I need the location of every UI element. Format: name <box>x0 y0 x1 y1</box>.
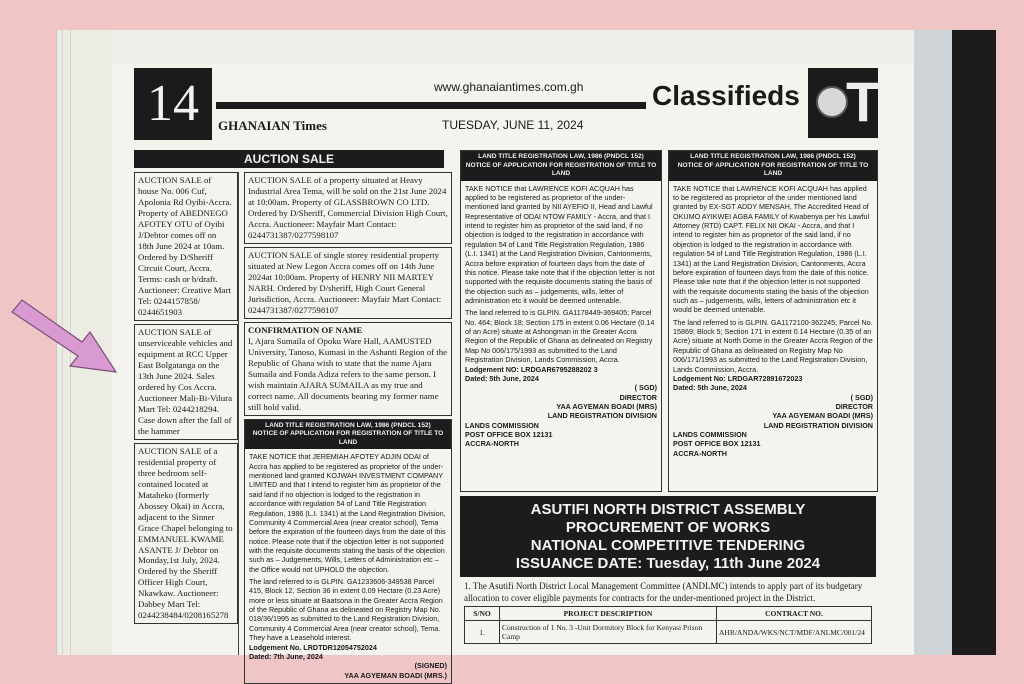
notice-division: LAND REGISTRATION DIVISION <box>547 411 657 421</box>
cell-contract: AHR/ANDA/WKS/NCT/MDF/ANLMC/001/24 <box>717 621 872 644</box>
column-header-sno: S/NO <box>465 607 500 621</box>
notice-header <box>669 151 877 181</box>
notice-application-title: NOTICE OF APPLICATION FOR REGISTRATION OF TITLE TO LAND <box>465 161 657 178</box>
logo-t-icon: T <box>846 70 881 133</box>
auction-ad-text: AUCTION SALE of a residential property of three bedroom self-contained located at Mataheko (formerly Abossey Okai) in Accra, adjacent to the Sinner Grace Chapel belonging to EMMANUEL KWAME ASANTE J/ Debtor on Monday,1st July, 2024. Ordered by the Sheriff Officer High Court, Nkawkaw. Auctioneer: Dabbey Mart Tel: 0244238484/0208165278 <box>138 445 233 621</box>
notice-signer: YAA AGYEMAN BOADI (MRS) <box>772 411 873 421</box>
notice-body <box>245 449 451 683</box>
notice-sgd: ( SGD) <box>634 383 657 393</box>
notice-application-title: NOTICE OF APPLICATION FOR REGISTRATION OF TITLE TO LAND <box>252 430 444 446</box>
notice-law-title: LAND TITLE REGISTRATION LAW, 1986 (PNDCL 152) <box>265 421 431 429</box>
land-notice-a <box>244 419 452 684</box>
column-header-description: PROJECT DESCRIPTION <box>500 607 717 621</box>
tender-procurement-title: PROCUREMENT OF WORKS <box>565 519 771 536</box>
notice-signer: YAA AGYEMAN BOADI (MRS.) <box>344 670 447 680</box>
notice-address-1: LANDS COMMISSION <box>673 430 747 440</box>
auction-column-2 <box>244 172 452 680</box>
table-row <box>465 621 872 644</box>
dark-background-strip <box>952 30 996 655</box>
notice-division: LAND REGISTRATION DIVISION <box>763 420 873 430</box>
confirmation-text: I, Ajara Sumaila of Opoku Ware Hall, AAMUSTED University, Tanoso, Kumasi in the Ashanti Region of the Republic of Ghana wish to state that the name Ajara Sumaila and Fonda Adiza refers to the same person. I wish maintain AJARA SUMAILA as my true and correct name. All documents bearing my former name still hold valid. <box>248 335 448 412</box>
notice-land-text: The land referred to is GLPIN. GA1178449-369405; Parcel No. 464; Block 18; Section 175 in extent 0.06 Hectare (0.14 of an Acre) situate at Ashongman in the Greater Accra Region of the Republic of Ghana as delineated on Registry Map No 006/175/1993 as submitted to the Land Registration Division, Lands Commission, Accra. <box>465 308 655 365</box>
notice-land-text: The land referred to is GLPIN. GA1233606-349538 Parcel 415, Block 12, Section 36 in extent 0.09 Hectare (0.23 Acre) more or less situate at Baatsona in the Greater Accra Region of the Republic of Ghana as delineated on Registry Map No. 018/36/1995 as submitted to the Land Registration Division, Community 4 Commercial Area (near creator school), Tema. They have a Leasehold interest. <box>249 577 443 643</box>
auction-ad <box>244 172 452 244</box>
paper-name: GHANAIAN Times <box>218 118 327 133</box>
notice-law-title: LAND TITLE REGISTRATION LAW, 1986 (PNDCL 152) <box>690 153 856 160</box>
section-title: Classifieds <box>652 80 800 111</box>
top-margin <box>112 30 914 64</box>
notice-signed: (SIGNED) <box>414 661 447 671</box>
auction-ad <box>134 172 238 321</box>
land-notice-b <box>460 150 662 492</box>
tender-assembly-name: ASUTIFI NORTH DISTRICT ASSEMBLY <box>530 501 806 518</box>
notice-body-text: TAKE NOTICE that LAWRENCE KOFI ACQUAH has applied to be registered as proprietor of the under-mentioned land granted by NII AYEFIO II, Head and Lawful Representative of ODAI NTOW FAMILY - Accra, and that I intend to register him as proprietor of the said land, if no objection is lodged to the registration in accordance with regulation 54 of Land Title Registration Regulation, 1986 (L.I. 1341) at the Land Registration Division, Cantonments, Accra before expiration of fourteen days from the date of this notice. Please take note that if the objection letter is not supported with the requisite documents stating the basis of the objection such as – judgements, wills, letter of administration etc it would be deemed untenable. <box>465 183 655 305</box>
notice-header <box>461 151 661 181</box>
tender-paragraph: 1. The Asutifi North District Local Management Committee (ANDLMC) intends to apply part of its budgetary allocation to cover eligible payments for contracts for the under-mentioned project in the District. <box>464 581 863 603</box>
tender-type: NATIONAL COMPETITIVE TENDERING <box>530 537 806 554</box>
paper-logo <box>808 68 881 138</box>
tender-table <box>464 606 872 644</box>
notice-header <box>245 420 451 450</box>
notice-signer: YAA AGYEMAN BOADI (MRS) <box>556 401 657 411</box>
page-number: 14 <box>147 75 199 132</box>
auction-ad <box>134 443 238 625</box>
notice-director: DIRECTOR <box>835 401 873 411</box>
masthead-rule <box>216 102 646 109</box>
tender-advert <box>460 496 876 655</box>
page-edge-right <box>912 30 952 655</box>
notice-lodgement: Lodgement NO: LRDGAR6795288202 3 <box>465 364 598 374</box>
cell-description: Construction of 1 No. 3 -Unit Dormitory Block for Kenyasi Prison Camp <box>500 621 717 644</box>
notice-land-text: The land referred to is GLPIN. GA1172100-362245; Parcel No. 15869; Block 5; Section 171 in extent 0.14 Hectare (0.35 of an Acre) situate at North Dome in the Greater Accra Region of the Republic of Ghana as delineated on Registry Map No 006/171/1993 as submitted to the Land Registration Division, Lands Commission, Accra. <box>673 317 873 374</box>
notice-law-title: LAND TITLE REGISTRATION LAW, 1986 (PNDCL 152) <box>478 153 644 160</box>
notice-dated: Dated: 5th June, 2024 <box>465 373 539 383</box>
tender-issuance-date: ISSUANCE DATE: Tuesday, 11th June 2024 <box>515 555 821 572</box>
notice-body-text: TAKE NOTICE that JEREMIAH AFOTEY ADJIN ODAI of Accra has applied to be registered as proprietor of the under-mentioned land granted KOJWAH INVESTMENT COMPANY LIMITED and that I intend to register him as proprietor of the said land if no objection is lodged to the registration in accordance with regulation 54 of Land Title Registration Regulation, 1986 (L.I. 1341) at the Land Registration Division, Community 4 Commercial Area (near creator school), Tema before the expiration of the fourteen days from the date of this notice. Please note that if the objection letter is not supported with the requisite documents stating the basis of the objection such as – Judgements, Wills, Letters of Administration etc – the Office would not UPHOLD the objection. <box>249 452 446 574</box>
notice-body <box>669 181 877 461</box>
notice-sgd: ( SGD) <box>850 392 873 402</box>
auction-ad-text: AUCTION SALE of a property situated at Heavy Industrial Area Tema, will be sold on the 21st June 2024 at 10:00am. Property of GLASSBROWN CO LTD. Ordered by D/Sheriff, Commercial Division High Court, Accra. Auctioneer: Mayfair Mart Contact: 0244731387/0277598107 <box>248 175 448 240</box>
notice-address-1: LANDS COMMISSION <box>465 420 539 430</box>
auction-column-1 <box>134 172 239 655</box>
notice-address-2: POST OFFICE BOX 12131 <box>465 430 553 440</box>
column-header-contract: CONTRACT NO. <box>717 607 872 621</box>
notice-address-2: POST OFFICE BOX 12131 <box>673 439 761 449</box>
auction-ad <box>134 324 238 440</box>
auction-sale-heading: AUCTION SALE <box>134 150 444 168</box>
auction-ad-text: AUCTION SALE of house No. 006 Cuf, Apolonia Rd Oyibi-Accra. Property of ABEDNEGO AFOTEY OTU of Oyibi J/Debtor comes off on 18th June 2024 at 10am. Ordered by D/Sheriff Circuit Court, Accra. Terms: cash or b/draft. Auctioneer: Creative Mart Tel: 0244157858/ 0244651903 <box>138 175 232 317</box>
website-url: www.ghanaiantimes.com.gh <box>434 80 584 94</box>
cell-sno: 1. <box>465 621 500 644</box>
issue-date: TUESDAY, JUNE 11, 2024 <box>442 118 584 132</box>
notice-body <box>461 181 661 452</box>
notice-dated: Dated: 5th June, 2024 <box>673 383 747 393</box>
notice-address-3: ACCRA-NORTH <box>673 448 727 458</box>
notice-address-3: ACCRA-NORTH <box>465 439 519 449</box>
newspaper-page <box>112 30 914 680</box>
notice-application-title: NOTICE OF APPLICATION FOR REGISTRATION OF TITLE TO LAND <box>677 161 869 178</box>
auction-ad-text: AUCTION SALE of unserviceable vehicles and equipment at RCC Upper East Bolgatanga on the 13th June 2024. Sales ordered by Cos Accra. Auctioneer Mali-Bi-Vilura Mart Tel: 0244218294. Case down after the fall of the hammer <box>138 326 233 436</box>
land-notice-c <box>668 150 878 492</box>
notice-director: DIRECTOR <box>619 392 657 402</box>
table-header-row <box>465 607 872 621</box>
arrow-shape <box>12 300 116 372</box>
notice-lodgement: Lodgement No: LRDGAR72891672023 <box>673 373 803 383</box>
globe-logo-icon <box>816 86 848 118</box>
notice-lodgement: Lodgement No. LRDTDR12054752024 <box>249 642 377 652</box>
notice-dated: Dated: 7th June, 2024 <box>249 651 323 661</box>
auction-ad <box>244 247 452 319</box>
tender-header <box>460 496 876 577</box>
notice-body-text: TAKE NOTICE that LAWRENCE KOFI ACQUAH has applied to be registered as proprietor of the under mentioned land granted by EX-SGT ADDY MENSAH, The Accredited Head of OKUMO AYIKWEI AGBA FAMILY of Kwabenya per his Lawful Attorney (RTD) CAPT. FELIX NII OKAI - Accra, and that I intend to register him as proprietor of the said land, if no objection is lodged to the registration in accordance with regulation 54 of Land Title Registration Regulation, 1986 (L.I. 1341) at the Land Registration Division, Cantonments, Accra before expiration of fourteen days from the date of this notice. Please take note that if the objection letter is not supported with the requisite documents stating the basis of the objection such as – judgements, wills, letters of administration etc it would be deemed untenable. <box>673 183 870 315</box>
auction-ad-text: AUCTION SALE of single storey residential property situated at New Legon Accra comes off on 14th June 2024at 10:00am. Property of HENRY NII MARTEY NARH. Ordered by D/sheriff, High Court General Jurisdiction, Accra. Auctioneer: Mayfair Mart Contact: 0244731387/0277598107 <box>248 249 442 315</box>
confirmation-of-name-ad <box>244 322 452 416</box>
confirmation-heading: CONFIRMATION OF NAME <box>248 324 363 335</box>
arrow-pointer-icon <box>8 298 120 380</box>
page-number-box <box>134 68 212 140</box>
